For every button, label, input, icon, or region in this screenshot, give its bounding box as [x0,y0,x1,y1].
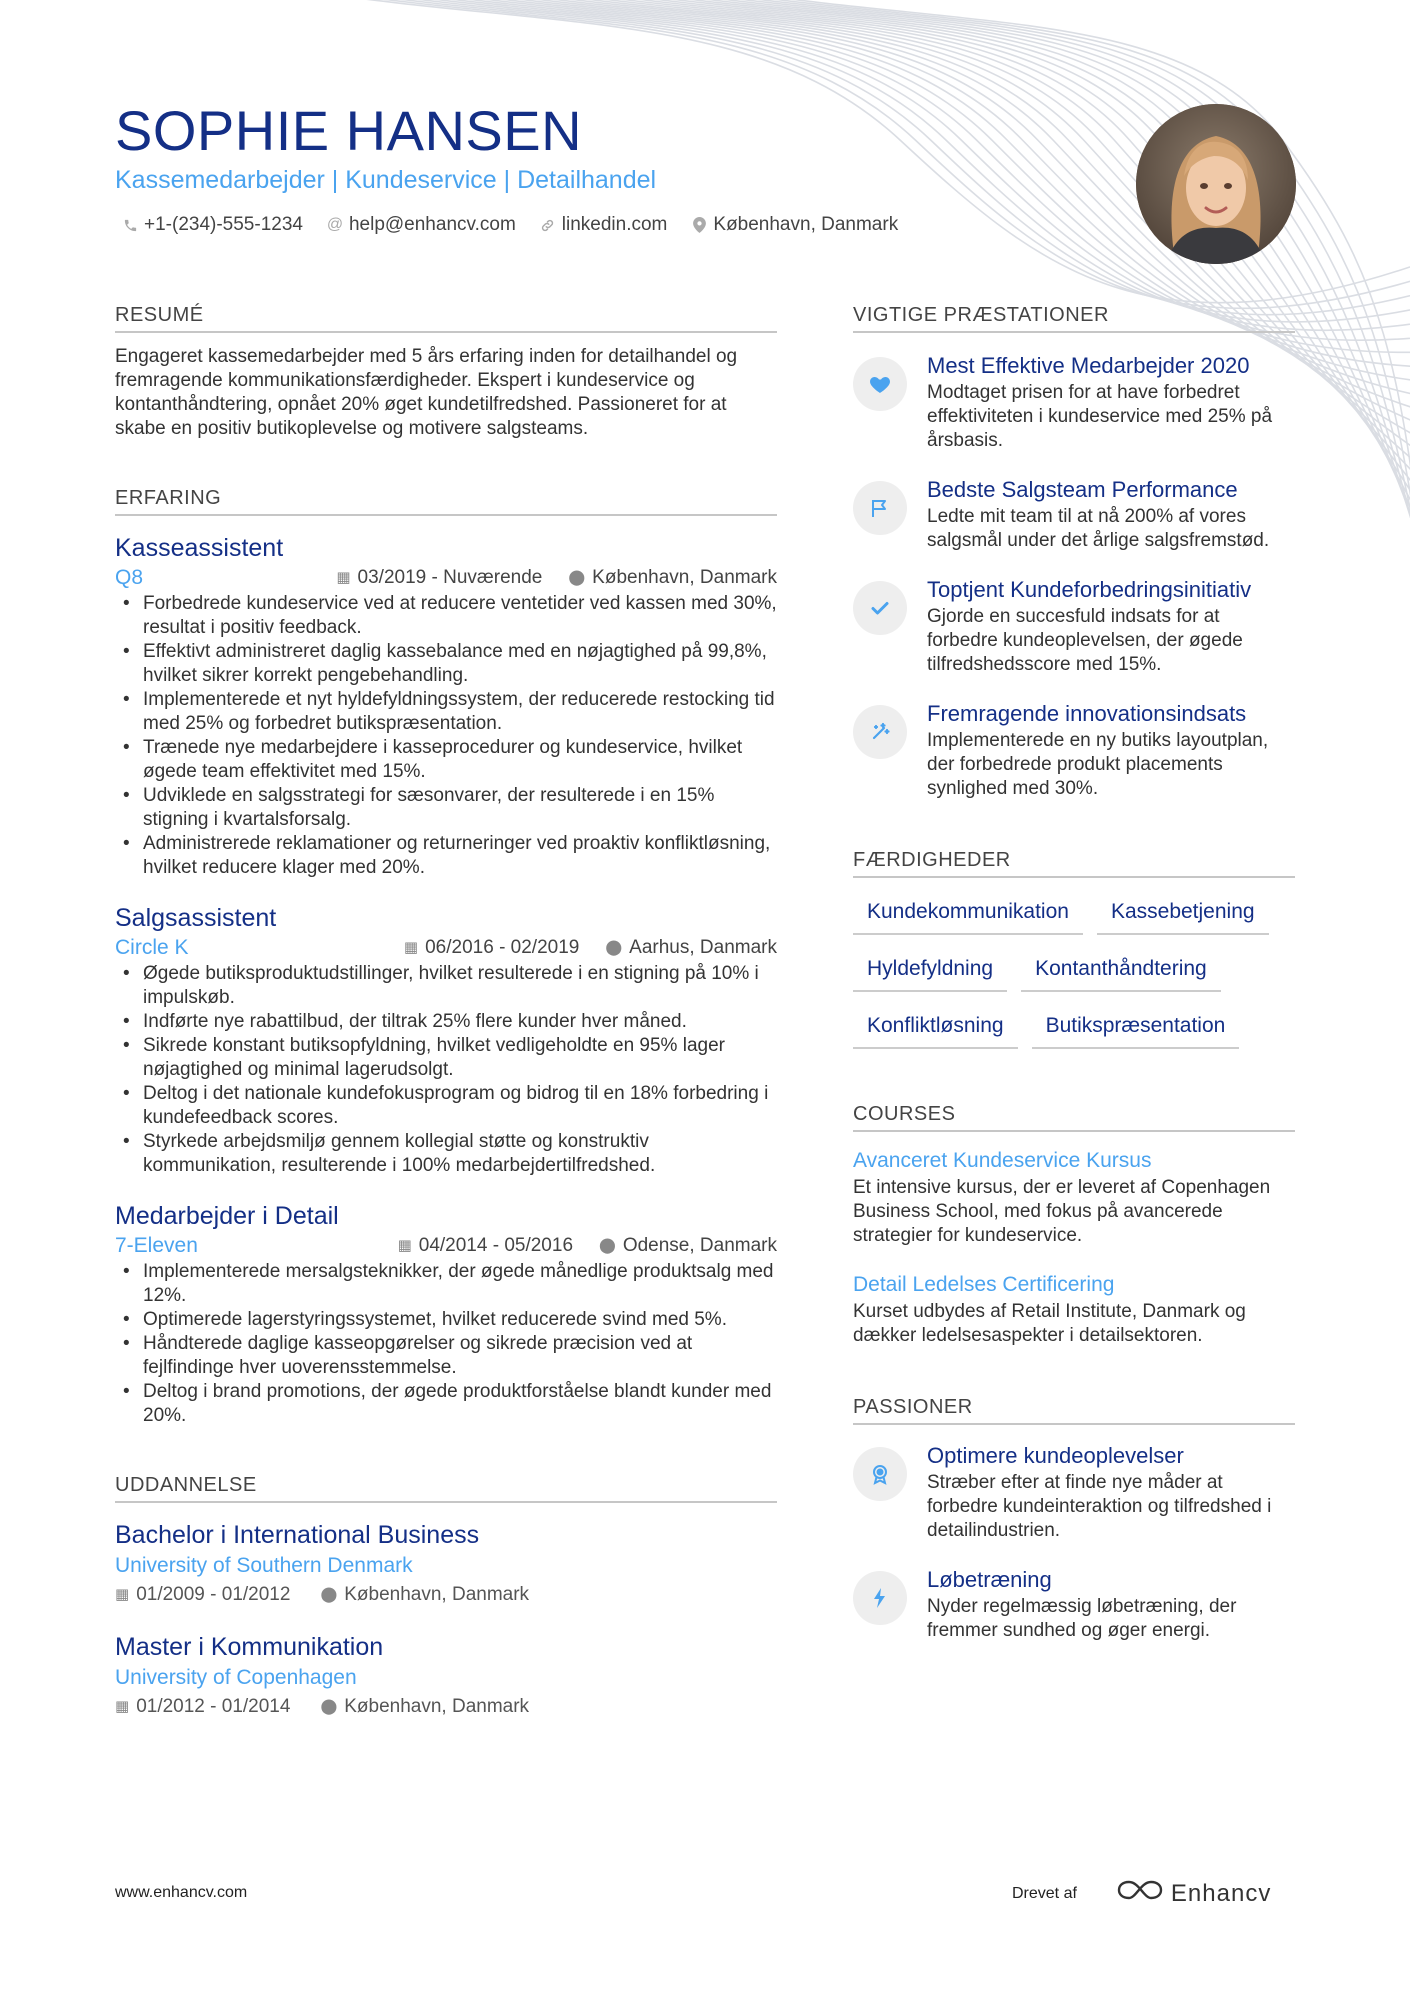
contact-phone-text: +1-(234)-555-1234 [144,214,303,235]
job-company: Circle K [115,936,189,959]
calendar-icon: ▦ [115,1586,130,1603]
candidate-name: SOPHIE HANSEN [115,99,583,162]
calendar-icon: ▦ [336,569,351,586]
summary-title: RESUMÉ [115,304,777,333]
job-entry [115,532,777,880]
calendar-icon: ▦ [115,1698,130,1715]
course-desc: Kurset udbydes af Retail Institute, Danmark og dækker ledelsesaspekter i detailsektoren. [853,1301,1246,1346]
job-role: Kasseassistent [115,534,284,562]
passions-title: PASSIONER [853,1396,1295,1425]
bullet: • Administrerede reklamationer og returneringer ved proaktiv konfliktløsning, hvilket reducere klager med 20%. [115,832,777,880]
education-location: København, Danmark [344,1584,530,1605]
job-company: 7-Eleven [115,1234,198,1257]
job-dates: 06/2016 - 02/2019 [425,937,580,958]
location-pin-icon: ⬤ [605,939,623,956]
skill-tag: Kundekommunikation [853,894,1083,935]
courses-section [853,1103,1295,1348]
bullet: • Styrkede arbejdsmiljø gennem kollegial støtte og konstruktiv kommunikation, resulterende i 100% medarbejdertilfredshed. [115,1130,777,1178]
bullet: • Indførte nye rabattilbud, der tiltrak 25% flere kunder hver måned. [115,1010,777,1034]
contact-email-text: help@enhancv.com [348,214,516,235]
job-bullets [115,962,777,1178]
job-meta [115,1232,777,1260]
bullet: • Sikrede konstant butiksopfyldning, hvilket vedligeholdte en 95% lager nøjagtighed og minimal lagerudsolgt. [115,1034,777,1082]
passion-desc: Nyder regelmæssig løbetræning, der fremmer sundhed og øger energi. [927,1596,1237,1641]
education-entry [115,1519,777,1609]
achievements-title: VIGTIGE PRÆSTATIONER [853,304,1295,333]
lightning-icon [853,1571,907,1625]
at-icon: @ [326,216,344,233]
summary-section [115,304,777,441]
job-role: Salgsassistent [115,904,277,932]
skills-section [853,849,1295,1049]
infinity-logo-icon [1117,1878,1163,1909]
location-pin-icon: ⬤ [568,569,586,586]
contact-list [122,214,898,236]
heart-icon [853,357,907,411]
calendar-icon: ▦ [397,1237,412,1254]
education-degree: Bachelor i International Business [115,1521,480,1549]
location-pin-icon: ⬤ [599,1237,616,1254]
achievement-item [853,475,1295,553]
bullet: • Implementerede mersalgsteknikker, der øgede månedlige produktsalg med 12%. [115,1260,777,1308]
contact-location [691,214,898,236]
job-location: Odense, Danmark [622,1235,777,1256]
profile-photo [1136,104,1296,264]
summary-text: Engageret kassemedarbejder med 5 års erfaring inden for detailhandel og fremragende kommunikationsfærdigheder. Ekspert i kundeservice og kontanthåndtering, opnået 20% øget kundetilfredshed. Passioneret for at skabe en positiv butikoplevelse og motivere salgsteams. [115,346,738,439]
passion-title: Optimere kundeoplevelser [927,1443,1184,1468]
courses-title: COURSES [853,1103,1295,1132]
contact-location-text: København, Danmark [713,214,899,235]
footer-branding [1012,1878,1271,1909]
flag-icon [853,481,907,535]
candidate-headline: Kassemedarbejder | Kundeservice | Detailhandel [115,166,657,194]
bullet: • Deltog i brand promotions, der øgede produktforståelse blandt kunder med 20%. [115,1380,777,1428]
skill-tag: Kontanthåndtering [1021,951,1221,992]
education-school: University of Southern Denmark [115,1554,413,1577]
achievement-title: Mest Effektive Medarbejder 2020 [927,353,1250,378]
contact-email[interactable] [327,214,516,236]
education-dates: 01/2009 - 01/2012 [136,1584,291,1605]
job-entry [115,902,777,1178]
phone-icon [122,218,138,233]
footer-website[interactable]: www.enhancv.com [115,1884,248,1901]
job-entry [115,1200,777,1428]
achievement-desc: Ledte mit team til at nå 200% af vores salgsmål under det årlige salgsfremstød. [927,506,1270,551]
bullet: • Forbedrede kundeservice ved at reducere ventetider ved kassen med 30%, resultat i positiv feedback. [115,592,777,640]
bullet: • Trænede nye medarbejdere i kasseprocedurer og kundeservice, hvilket øgede team effektivitet med 15%. [115,736,777,784]
achievement-desc: Modtaget prisen for at have forbedret effektiviteten i kundeservice med 25% på årsbasis. [927,382,1273,451]
achievement-title: Fremragende innovationsindsats [927,701,1247,726]
achievement-item [853,575,1295,677]
passion-item [853,1441,1295,1543]
skill-tag: Hyldefyldning [853,951,1007,992]
experience-title: ERFARING [115,487,777,516]
contact-linkedin[interactable] [540,214,668,236]
course-desc: Et intensive kursus, der er leveret af Copenhagen Business School, med fokus på avancerede strategier for kundeservice. [853,1177,1271,1246]
education-entry [115,1631,777,1721]
education-location: København, Danmark [344,1696,530,1717]
bullet: • Øgede butiksproduktudstillinger, hvilket resulterede i en stigning på 10% i impulskøb. [115,962,777,1010]
location-pin-icon: ⬤ [320,1586,338,1603]
right-column [853,304,1295,1643]
course-title: Avanceret Kundeservice Kursus [853,1149,1152,1172]
magic-wand-icon [853,705,907,759]
job-location: København, Danmark [592,567,777,588]
education-school: University of Copenhagen [115,1666,357,1689]
job-company: Q8 [115,566,144,589]
achievement-item [853,351,1295,453]
bullet: • Udviklede en salgsstrategi for sæsonvarer, der resulterede i en 15% stigning i kvartalsforsalg. [115,784,777,832]
passion-desc: Stræber efter at finde nye måder at forbedre kundeinteraktion og tilfredshed i detailindustrien. [927,1472,1272,1541]
course-entry [853,1146,1295,1248]
skills-list [853,894,1295,1049]
left-column [115,304,777,1721]
bullet: • Håndterede daglige kasseopgørelser og sikrede præcision ved at fejlfindinge hver uoverensstemmelse. [115,1332,777,1380]
bullet: • Optimerede lagerstyringssystemet, hvilket reducerede svind med 5%. [115,1308,777,1332]
job-meta [115,564,777,592]
contact-phone[interactable] [122,214,303,236]
job-location: Aarhus, Danmark [629,937,777,958]
contact-linkedin-text: linkedin.com [561,214,668,235]
achievement-title: Bedste Salgsteam Performance [927,477,1238,502]
job-dates: 04/2014 - 05/2016 [418,1235,574,1256]
award-icon [853,1447,907,1501]
job-role: Medarbejder i Detail [115,1202,339,1230]
achievement-item [853,699,1295,801]
job-meta [115,934,777,962]
brand-name: Enhancv [1170,1879,1272,1907]
education-section [115,1474,777,1721]
skill-tag: Kassebetjening [1097,894,1269,935]
location-pin-icon: ⬤ [320,1698,338,1715]
course-title: Detail Ledelses Certificering [853,1273,1115,1296]
check-icon [853,581,907,635]
skill-tag: Butikspræsentation [1032,1008,1240,1049]
location-pin-icon [691,217,707,233]
education-degree: Master i Kommunikation [115,1633,384,1661]
passion-item [853,1565,1295,1643]
experience-section [115,487,777,1428]
passions-section [853,1396,1295,1643]
powered-by-label: Drevet af [1012,1884,1077,1902]
education-title: UDDANNELSE [115,1474,777,1503]
passion-title: Løbetræning [927,1567,1052,1592]
job-bullets [115,592,777,880]
job-dates: 03/2019 - Nuværende [357,567,543,588]
course-entry [853,1270,1295,1348]
brand-logo[interactable] [1117,1878,1271,1909]
bullet: • Effektivt administreret daglig kassebalance med en nøjagtighed på 99,8%, hvilket sikrer korrekt pengebehandling. [115,640,777,688]
bullet: • Deltog i det nationale kundefokusprogram og bidrog til en 18% forbedring i kundefeedback scores. [115,1082,777,1130]
link-icon [540,218,556,233]
achievement-desc: Gjorde en succesfuld indsats for at forbedre kundeoplevelsen, der øgede tilfredshedsscore med 15%. [927,606,1243,675]
achievements-section [853,304,1295,801]
skills-title: FÆRDIGHEDER [853,849,1295,878]
achievement-title: Toptjent Kundeforbedringsinitiativ [927,577,1252,602]
bullet: • Implementerede et nyt hyldefyldningssystem, der reducerede restocking tid med 25% og forbedret butikspræsentation. [115,688,777,736]
calendar-icon: ▦ [403,939,419,956]
job-bullets [115,1260,777,1428]
achievement-desc: Implementerede en ny butiks layoutplan, der forbedrede produkt placements synlighed med 30%. [927,730,1269,799]
education-dates: 01/2012 - 01/2014 [136,1696,291,1717]
skill-tag: Konfliktløsning [853,1008,1018,1049]
